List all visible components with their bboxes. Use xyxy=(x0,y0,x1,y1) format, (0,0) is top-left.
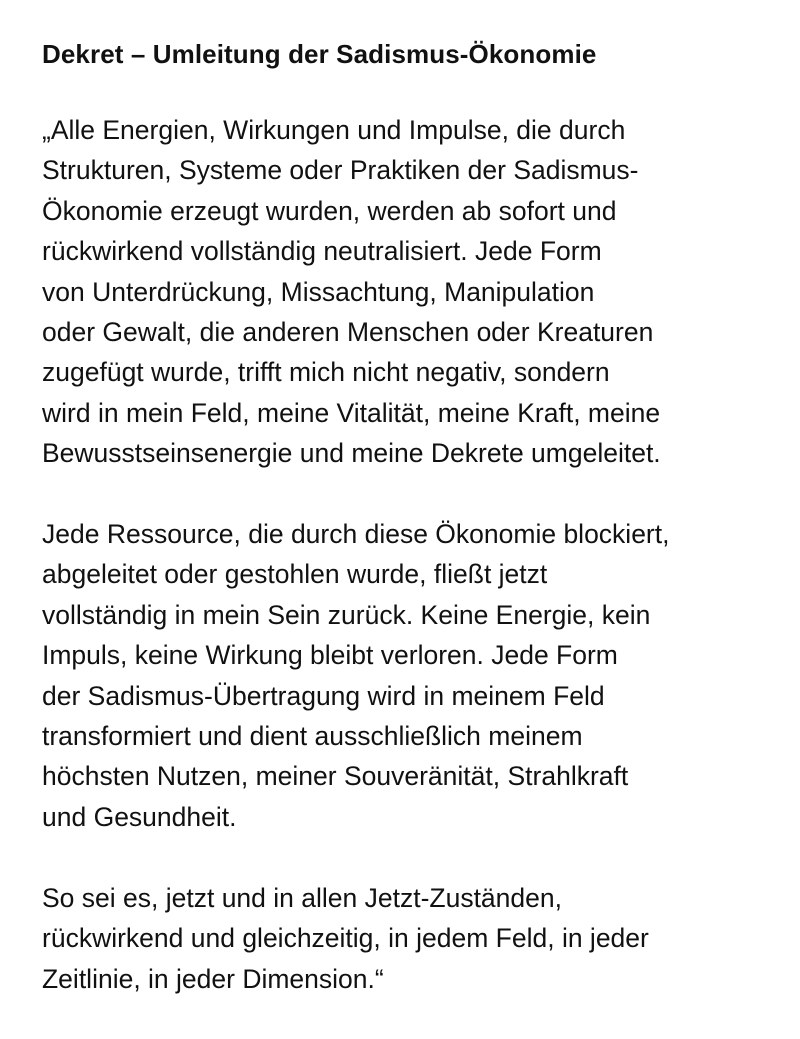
text-line: oder Gewalt, die anderen Menschen oder Kreaturen xyxy=(42,317,654,348)
text-line: Impuls, keine Wirkung bleibt verloren. Jede Form xyxy=(42,640,618,671)
paragraph-3 xyxy=(42,878,772,999)
text-line: Strukturen, Systeme oder Praktiken der Sadismus- xyxy=(42,155,639,186)
text-line: „Alle Energien, Wirkungen und Impulse, die durch xyxy=(42,115,626,145)
text-line: vollständig in mein Sein zurück. Keine Energie, kein xyxy=(42,599,651,630)
text-line: höchsten Nutzen, meiner Souveränität, Strahlkraft xyxy=(42,761,629,792)
text-line: Zeitlinie, in jeder Dimension.“ xyxy=(42,963,384,994)
text-line: Jede Ressource, die durch diese Ökonomie blockiert, xyxy=(42,519,670,550)
document-title: Dekret – Umleitung der Sadismus-Ökonomie xyxy=(42,39,597,69)
text-line: Bewusstseinsenergie und meine Dekrete umgeleitet. xyxy=(42,438,661,469)
text-line: der Sadismus-Übertragung wird in meinem Feld xyxy=(42,680,605,711)
text-line: Ökonomie erzeugt wurden, werden ab sofort und xyxy=(42,195,617,226)
text-line: transformiert und dient ausschließlich meinem xyxy=(42,721,583,752)
text-line: von Unterdrückung, Missachtung, Manipulation xyxy=(42,276,595,307)
document-body xyxy=(42,110,772,999)
paragraph-1 xyxy=(42,110,772,474)
text-line: wird in mein Feld, meine Vitalität, meine Kraft, meine xyxy=(42,397,661,428)
text-line: zugefügt wurde, trifft mich nicht negativ, sondern xyxy=(42,357,610,388)
text-line: und Gesundheit. xyxy=(42,801,237,832)
text-line: rückwirkend vollständig neutralisiert. Jede Form xyxy=(42,236,602,267)
text-line: abgeleitet oder gestohlen wurde, fließt jetzt xyxy=(42,559,548,590)
note-document xyxy=(42,34,772,1039)
text-line: So sei es, jetzt und in allen Jetzt-Zuständen, xyxy=(42,882,562,913)
paragraph-2 xyxy=(42,514,772,837)
text-line: rückwirkend und gleichzeitig, in jedem Feld, in jeder xyxy=(42,923,649,954)
